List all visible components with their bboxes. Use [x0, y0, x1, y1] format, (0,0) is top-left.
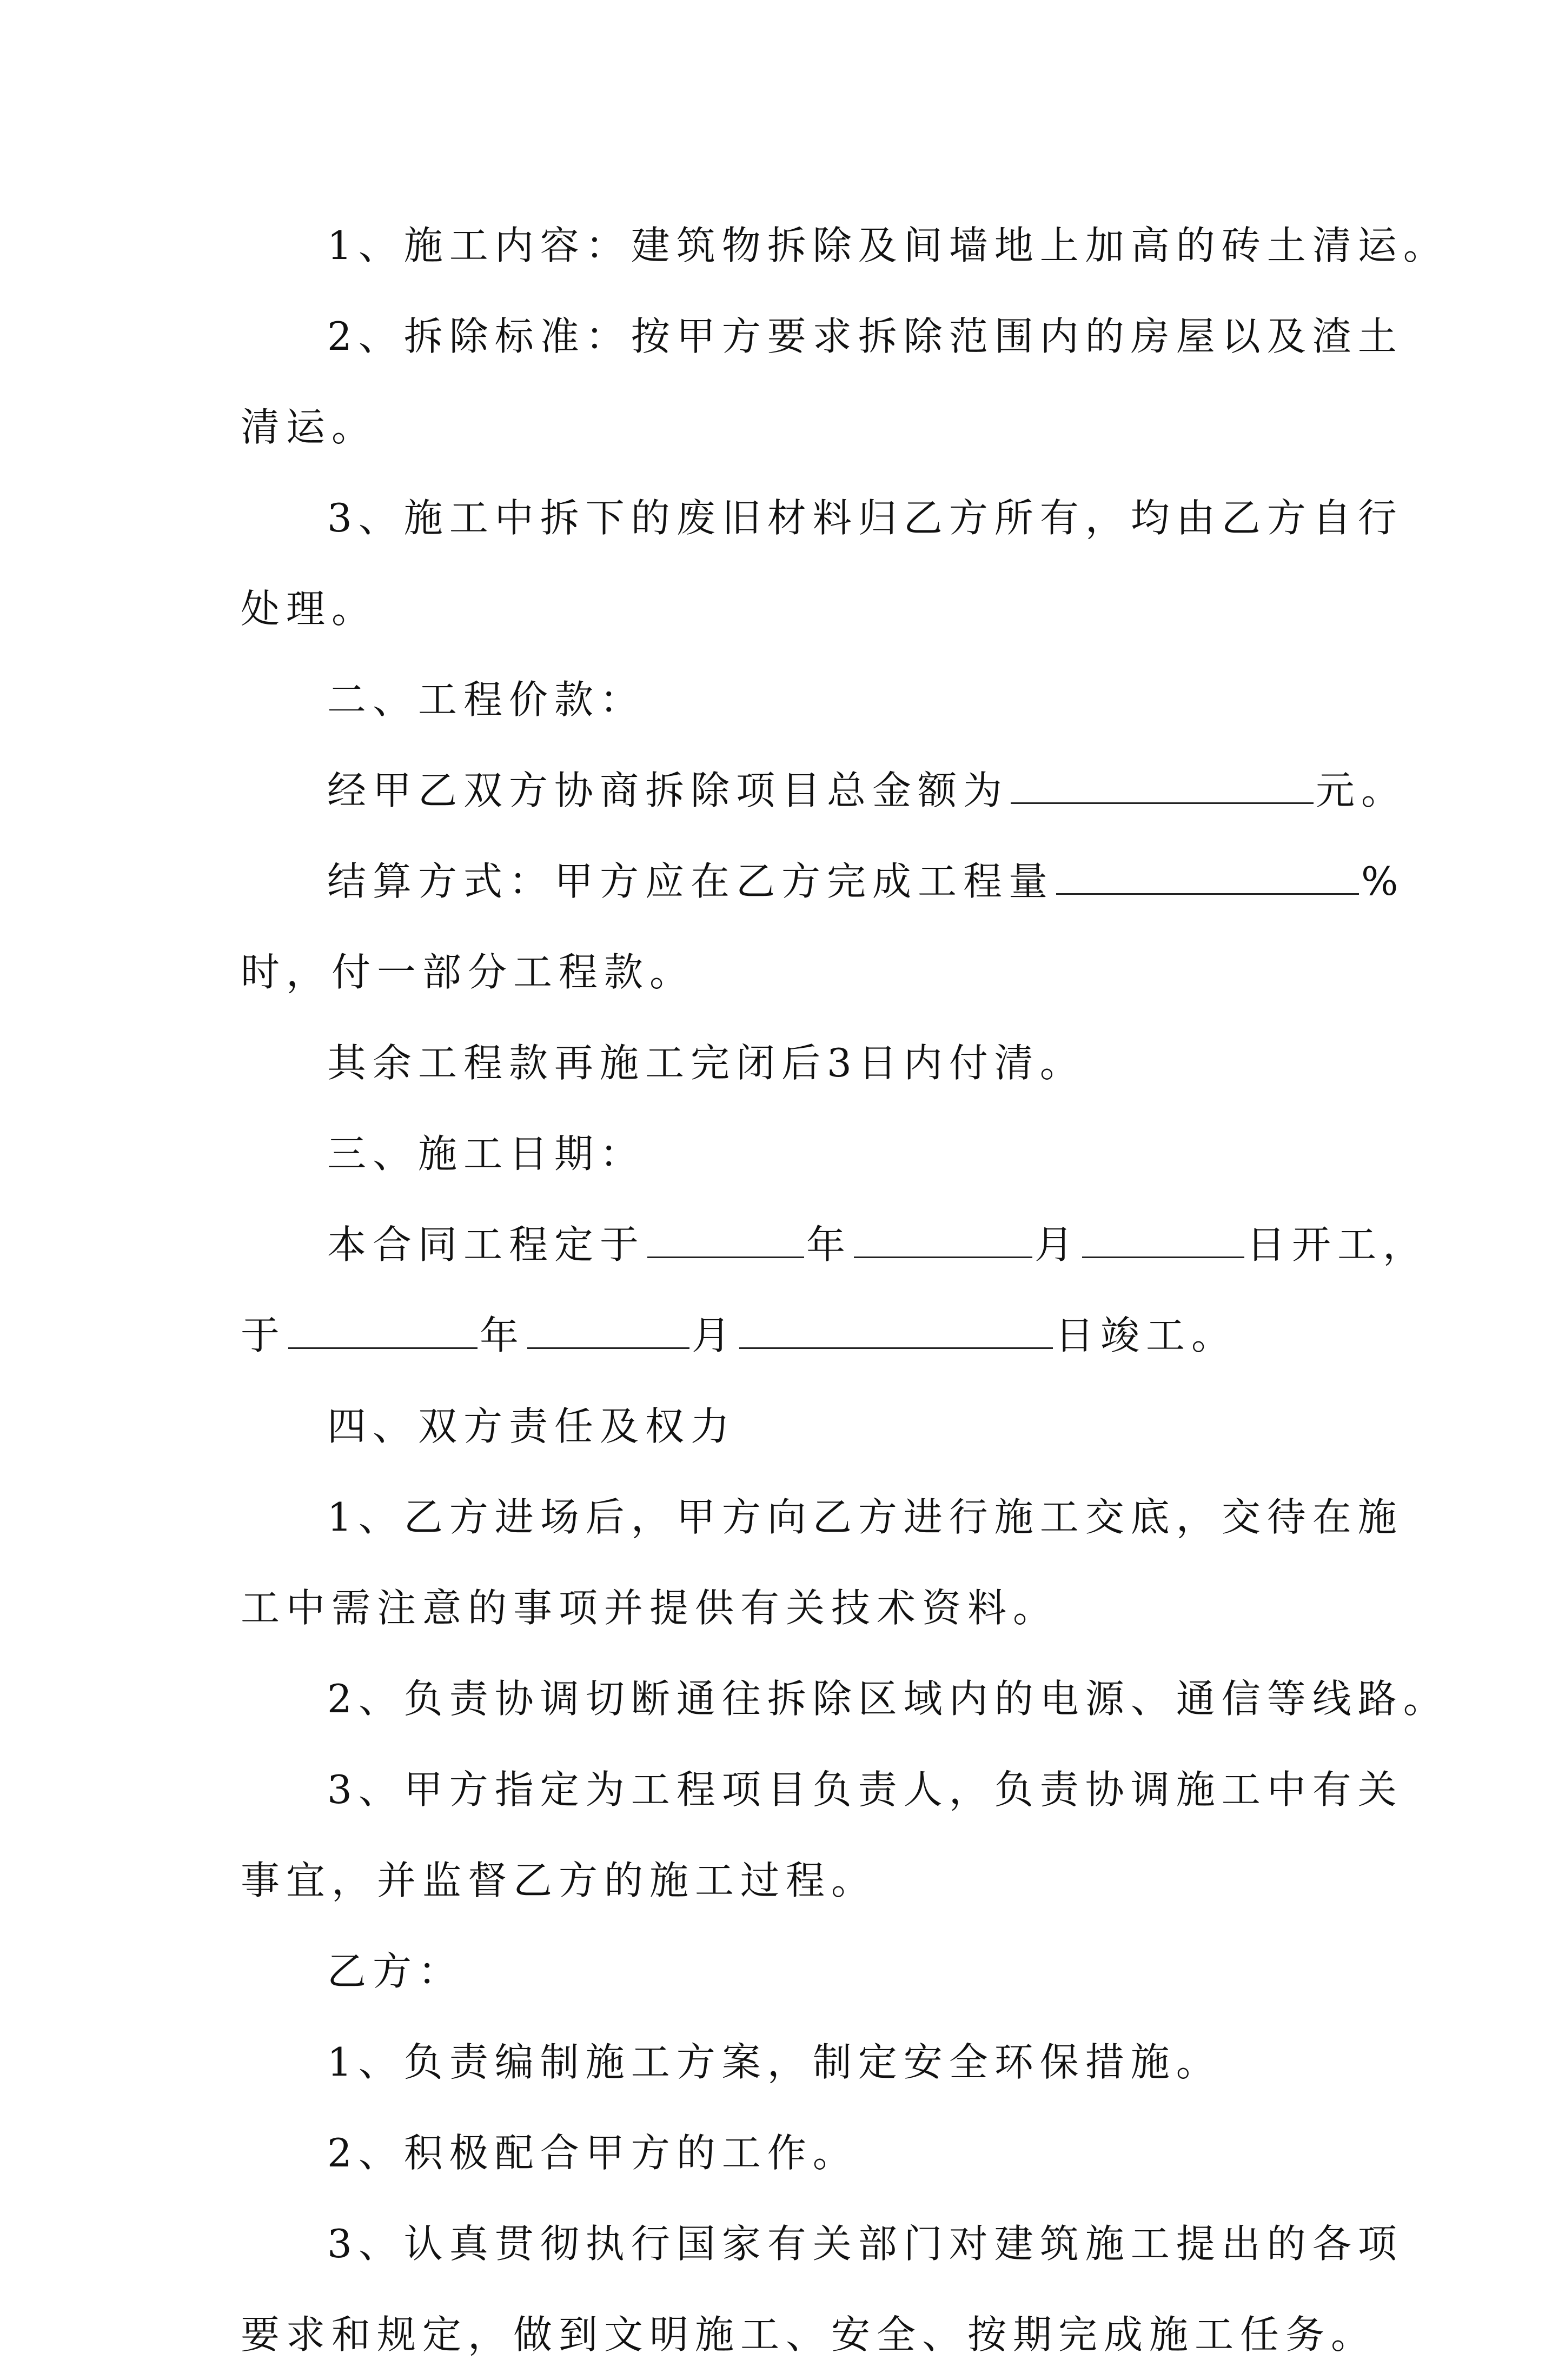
- section-heading-responsibilities: [241, 1381, 1355, 1472]
- text-line: 3、认真贯彻执行国家有关部门对建筑施工提出的各项: [327, 2221, 1403, 2266]
- document-body: [241, 200, 1449, 2380]
- end-month-blank[interactable]: [527, 1313, 689, 1349]
- paragraph-settlement-cont: [241, 927, 1355, 1018]
- start-month-blank[interactable]: [854, 1222, 1032, 1258]
- text-line: 二、工程价款：: [327, 677, 646, 722]
- text-line: 三、施工日期：: [327, 1131, 646, 1176]
- text-line: 经甲乙双方协商拆除项目总金额为: [327, 768, 1009, 813]
- text-line: 时，付一部分工程款。: [241, 949, 695, 995]
- text-line: 处理。: [241, 586, 377, 631]
- paragraph-remaining-payment: [241, 1018, 1355, 1108]
- paragraph-construction-content: [241, 200, 1449, 291]
- text-line: 年: [480, 1313, 526, 1358]
- text-line: 月: [1035, 1222, 1080, 1267]
- paragraph-party-a-3-cont: [241, 1835, 1355, 1926]
- text-line: 乙方：: [327, 1949, 464, 1994]
- paragraph-party-a-1: [241, 1472, 1403, 1563]
- section-heading-price: [241, 654, 1355, 745]
- paragraph-demolition-standard-cont: [241, 382, 1355, 473]
- text-line: 2、拆除标准：按甲方要求拆除范围内的房屋以及渣土: [327, 314, 1403, 359]
- start-day-blank[interactable]: [1082, 1222, 1244, 1258]
- text-line: 3、甲方指定为工程项目负责人，负责协调施工中有关: [327, 1767, 1403, 1812]
- section-heading-party-b: [241, 1926, 1355, 2017]
- text-line: 1、施工内容：建筑物拆除及间墙地上加高的砖土清运。: [327, 223, 1449, 268]
- text-line: 事宜，并监督乙方的施工过程。: [241, 1858, 877, 1903]
- text-line: 工中需注意的事项并提供有关技术资料。: [241, 1585, 1059, 1631]
- section-heading-dates: [241, 1108, 1355, 1199]
- text-line: 1、负责编制施工方案，制定安全环保措施。: [327, 2039, 1222, 2085]
- text-line: 1、乙方进场后，甲方向乙方进行施工交底，交待在施: [327, 1494, 1403, 1540]
- text-line: 日开工，: [1246, 1222, 1429, 1267]
- paragraph-party-a-3: [241, 1744, 1403, 1835]
- text-line: 清运。: [241, 404, 377, 450]
- paragraph-end-date: [241, 1290, 1355, 1381]
- end-year-blank[interactable]: [288, 1313, 478, 1349]
- text-line: 3、施工中拆下的废旧材料归乙方所有，均由乙方自行: [327, 495, 1403, 541]
- text-line: 日竣工。: [1055, 1313, 1237, 1358]
- text-line: %: [1361, 859, 1405, 904]
- paragraph-demolition-standard: [241, 291, 1403, 382]
- paragraph-party-b-2: [241, 2108, 1355, 2198]
- text-line: 于: [241, 1313, 287, 1358]
- text-line: 结算方式：甲方应在乙方完成工程量: [327, 859, 1055, 904]
- percent-blank[interactable]: [1056, 859, 1359, 895]
- text-line: 本合同工程定于: [327, 1222, 646, 1267]
- end-day-blank[interactable]: [739, 1313, 1053, 1349]
- paragraph-waste-materials: [241, 473, 1403, 563]
- start-year-blank[interactable]: [647, 1222, 804, 1258]
- paragraph-waste-materials-cont: [241, 563, 1355, 654]
- text-line: 元。: [1316, 768, 1407, 813]
- paragraph-total-amount: [241, 745, 1407, 836]
- text-line: 2、负责协调切断通往拆除区域内的电源、通信等线路。: [327, 1676, 1449, 1721]
- text-line: 四、双方责任及权力: [327, 1404, 737, 1449]
- paragraph-party-b-3: [241, 2198, 1403, 2289]
- paragraph-party-a-2: [241, 1653, 1449, 1744]
- paragraph-start-date: [241, 1199, 1429, 1290]
- paragraph-settlement: [241, 836, 1405, 927]
- paragraph-party-a-1-cont: [241, 1563, 1355, 1653]
- paragraph-party-b-1: [241, 2017, 1355, 2108]
- text-line: 年: [806, 1222, 852, 1267]
- text-line: 2、积极配合甲方的工作。: [327, 2130, 858, 2176]
- paragraph-party-b-3-cont: [241, 2289, 1377, 2380]
- text-line: 月: [692, 1313, 738, 1358]
- amount-blank[interactable]: [1011, 768, 1314, 804]
- text-line: 其余工程款再施工完闭后3日内付清。: [327, 1040, 1085, 1086]
- text-line: 要求和规定，做到文明施工、安全、按期完成施工任务。: [241, 2312, 1377, 2357]
